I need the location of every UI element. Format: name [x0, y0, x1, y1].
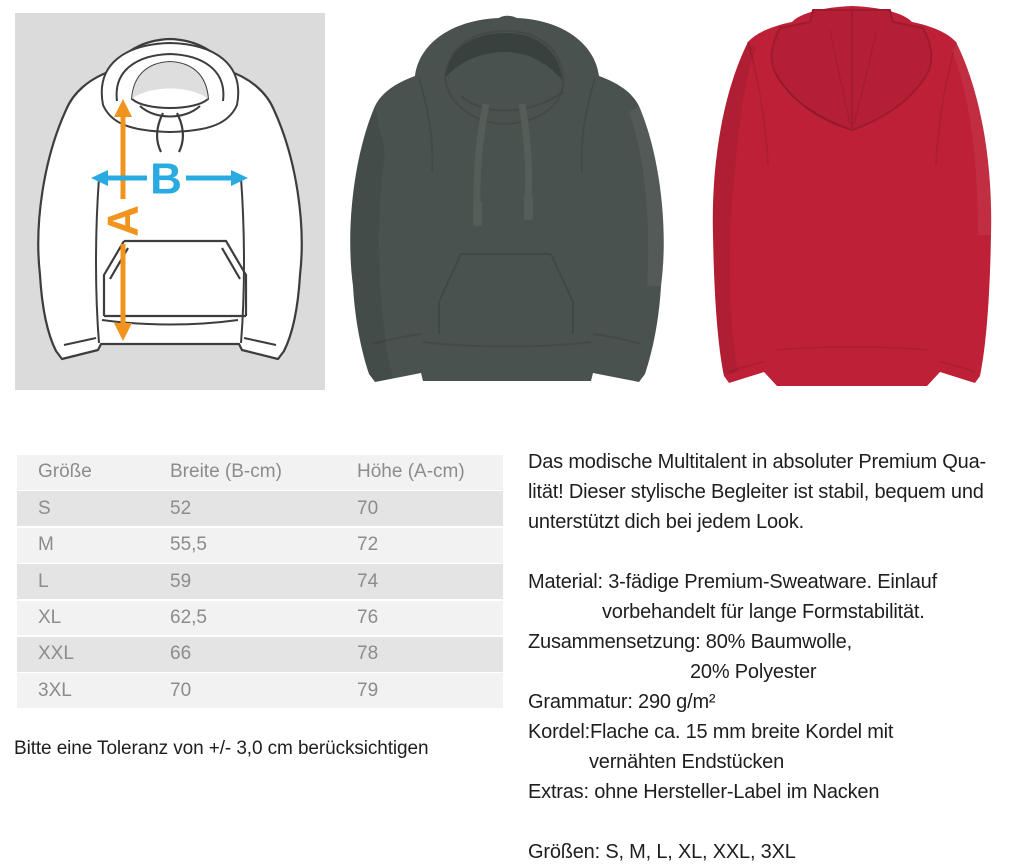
size-cell: L: [38, 570, 49, 592]
hoehe-cell: 76: [357, 607, 379, 628]
size-diagram-panel: [15, 13, 325, 390]
product-photo-front-hoodie: [333, 0, 683, 400]
description-line-groessen: Größen: S, M, L, XL, XXL, 3XL: [528, 841, 796, 863]
breite-cell: 70: [170, 679, 192, 701]
description-line-blank: [528, 807, 1024, 837]
size-table: [17, 455, 503, 710]
size-cell: XL: [38, 607, 62, 628]
size-table-header: [17, 455, 503, 490]
front-hoodie-image: [333, 0, 683, 400]
column-header-breite: Breite (B-cm): [170, 461, 282, 483]
measure-label-b: B: [150, 154, 182, 204]
product-description: [528, 447, 1024, 867]
description-line-extras: Extras: ohne Hersteller-Label im Nacken: [528, 781, 880, 803]
column-header-hoehe: Höhe (A-cm): [357, 461, 465, 483]
hoehe-cell: 79: [357, 679, 379, 701]
description-line: vorbehandelt für lange Formstabilität.: [602, 601, 925, 623]
size-cell: S: [38, 497, 51, 519]
hoehe-cell: 74: [357, 570, 379, 592]
size-cell: XXL: [38, 643, 74, 665]
tolerance-note: Bitte eine Toleranz von +/- 3,0 cm berücksichtigen: [14, 738, 429, 759]
back-hoodie-image: [680, 0, 1024, 400]
description-line: lität! Dieser stylische Begleiter ist stabil, bequem und: [528, 481, 984, 503]
hoehe-cell: 78: [357, 643, 379, 665]
breite-cell: 52: [170, 497, 192, 519]
description-line-grammatur: Grammatur: 290 g/m²: [528, 691, 716, 713]
breite-cell: 66: [170, 643, 192, 665]
breite-cell: 59: [170, 570, 192, 592]
table-row-s: [17, 491, 503, 526]
product-photo-back-hoodie: [680, 0, 1024, 400]
table-row-l: [17, 564, 503, 599]
table-row-m: [17, 528, 503, 563]
table-row-xl: [17, 601, 503, 636]
description-line-kordel: Kordel:Flache ca. 15 mm breite Kordel mit: [528, 721, 894, 743]
breite-cell: 62,5: [170, 607, 207, 628]
size-cell: 3XL: [38, 679, 72, 701]
hoehe-cell: 70: [357, 497, 379, 519]
description-line: unterstützt dich bei jedem Look.: [528, 511, 804, 533]
description-line-material: Material: 3-fädige Premium-Sweatware. Einlauf: [528, 571, 937, 593]
measure-label-a: A: [98, 205, 148, 237]
table-row-xxl: [17, 637, 503, 672]
hoehe-cell: 72: [357, 534, 379, 556]
column-header-groesse: Größe: [38, 461, 92, 483]
size-cell: M: [38, 534, 54, 556]
description-line: vernähten Endstücken: [589, 751, 785, 773]
description-line-blank: [528, 537, 1024, 567]
table-row-3xl: [17, 673, 503, 708]
description-line: Das modische Multitalent in absoluter Premium Qua-: [528, 451, 986, 473]
description-line-zusammensetzung: Zusammensetzung: 80% Baumwolle,: [528, 631, 852, 653]
breite-cell: 55,5: [170, 534, 207, 556]
description-line: 20% Polyester: [690, 661, 817, 683]
hoodie-measurement-illustration: [15, 13, 325, 390]
